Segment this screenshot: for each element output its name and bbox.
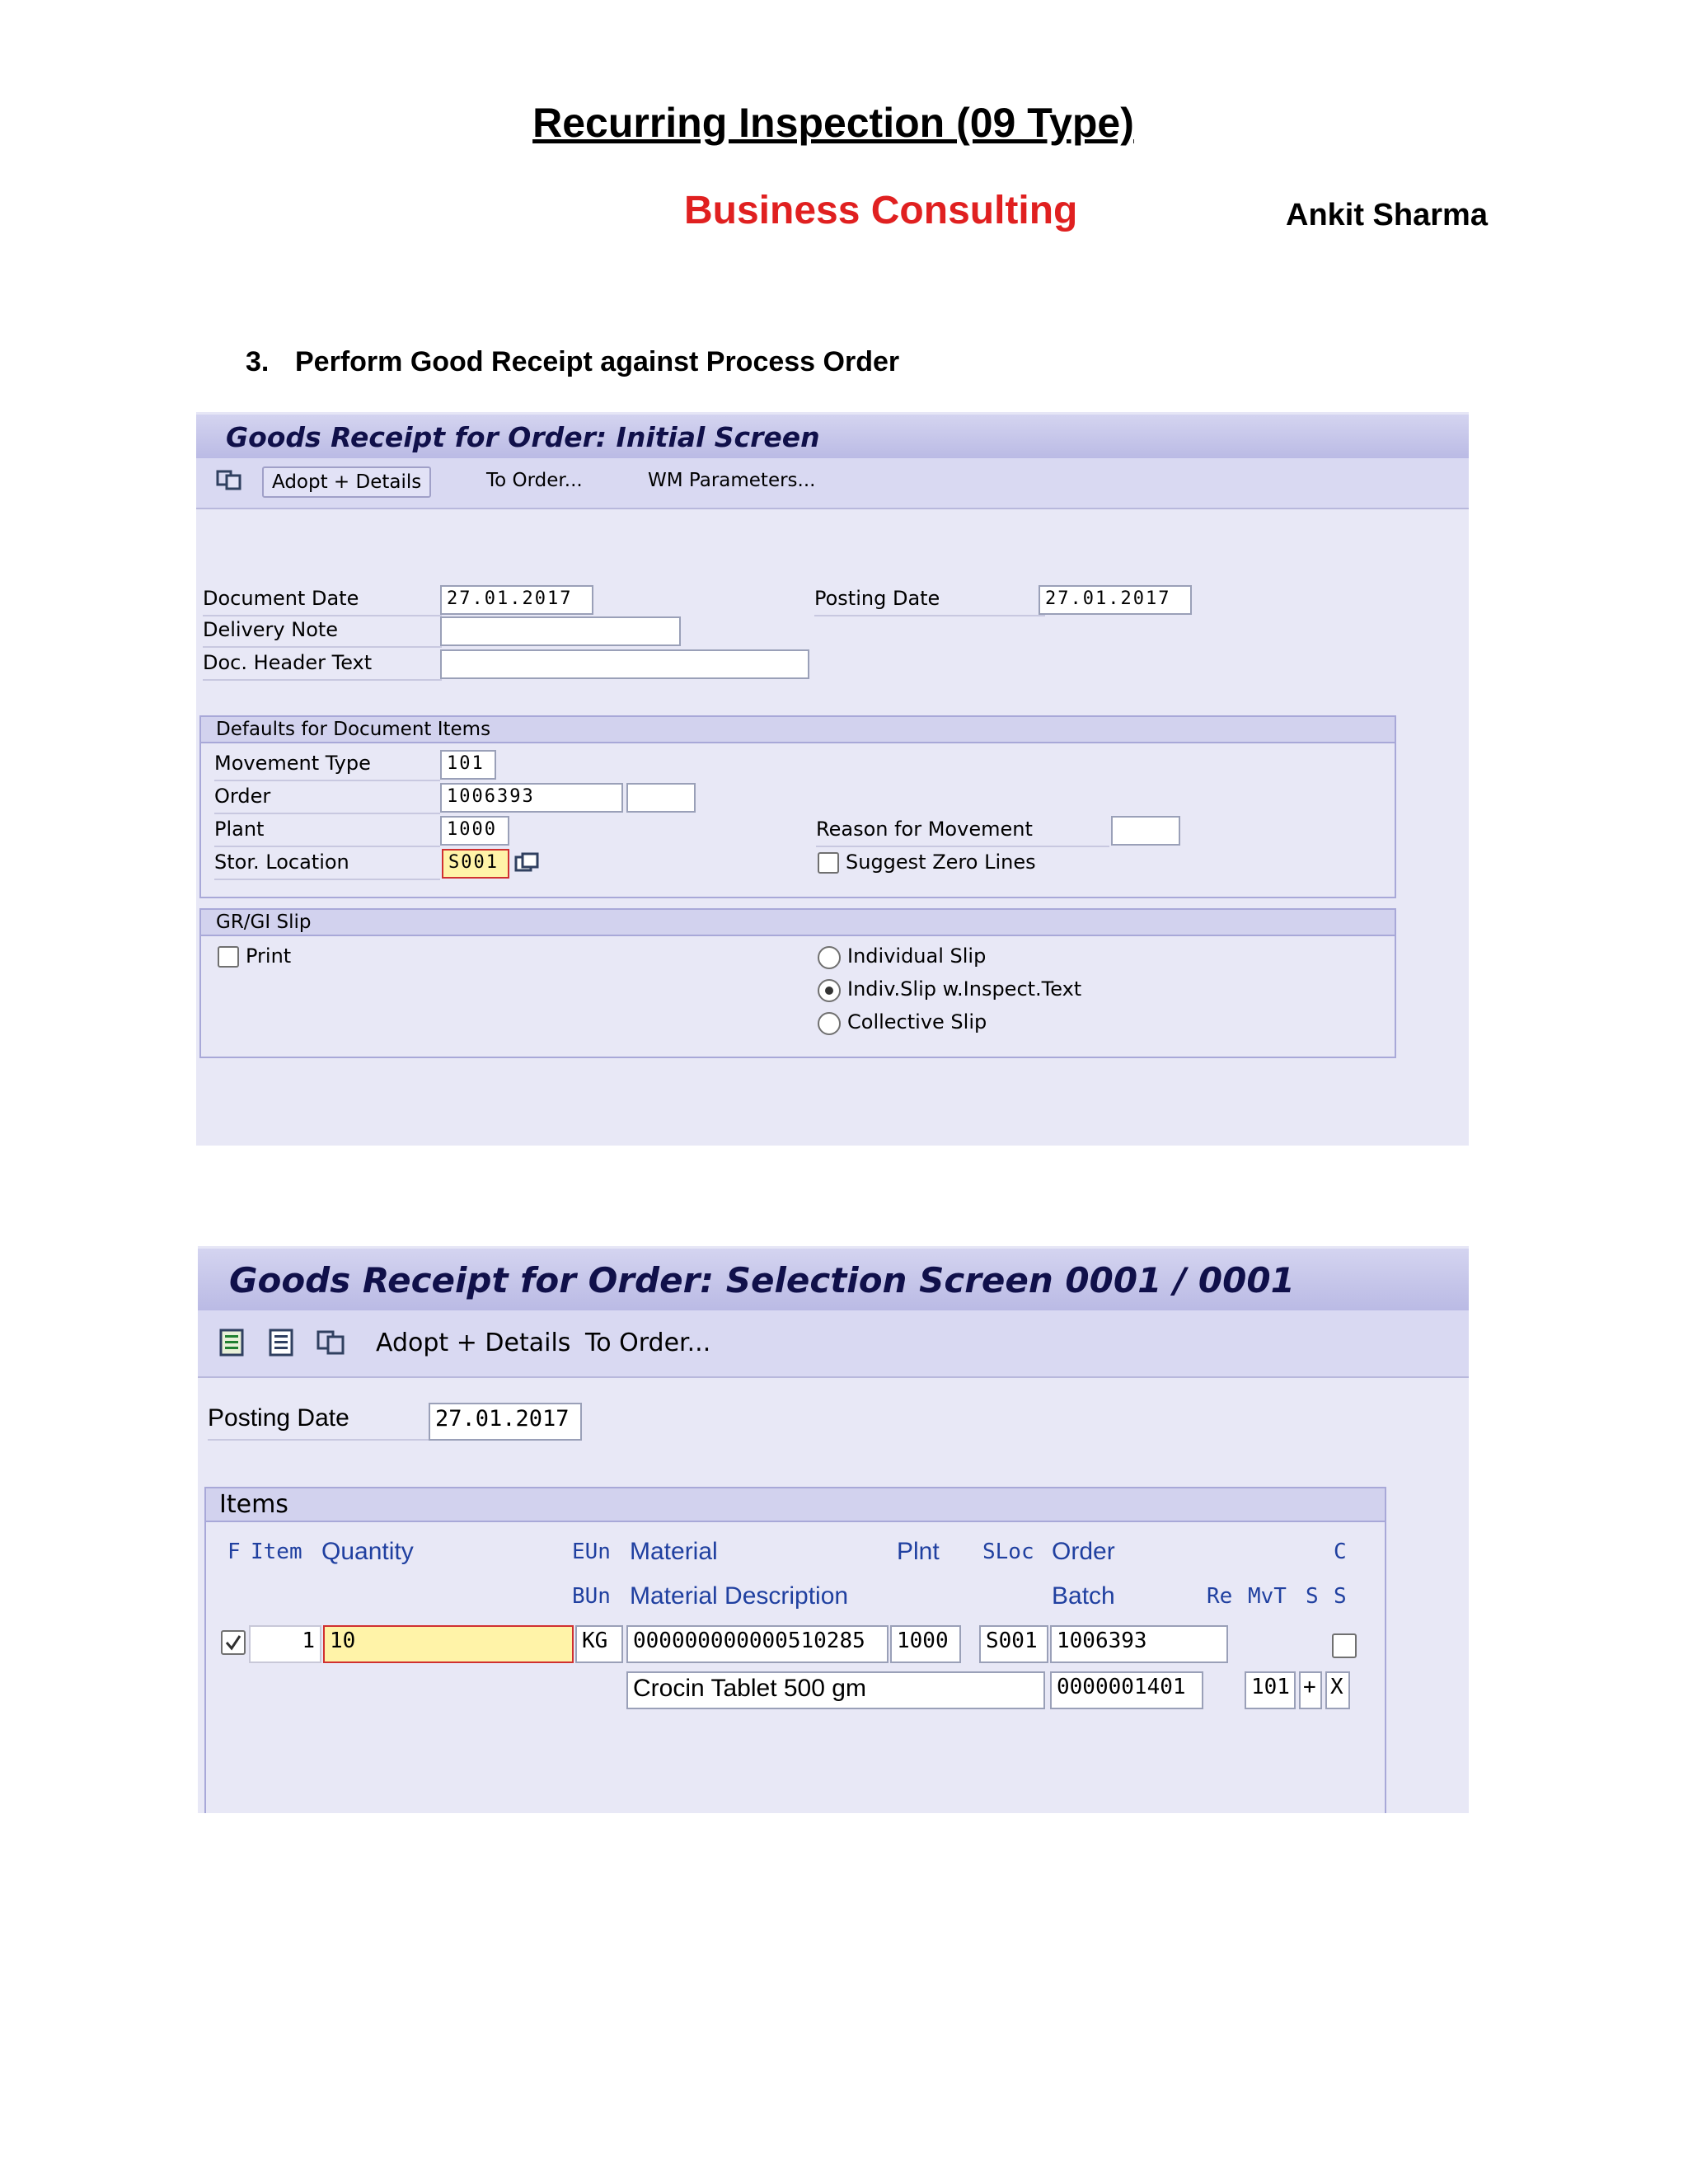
order-extra-field[interactable] — [626, 783, 696, 813]
suggest-zero-lines-checkbox[interactable] — [818, 852, 839, 874]
plnt-cell: 1000 — [890, 1625, 961, 1663]
adopt-details-button[interactable]: Adopt + Details — [262, 466, 431, 498]
toolbar2 — [198, 1310, 1469, 1378]
step-text: Perform Good Receipt against Process Order — [295, 346, 900, 377]
document-date-field[interactable]: 27.01.2017 — [440, 585, 593, 615]
screen-title-bar — [196, 412, 1469, 461]
item-number-cell: 1 — [249, 1625, 321, 1663]
col-bun: BUn — [572, 1584, 611, 1609]
col-f: F — [227, 1540, 241, 1564]
movement-type-label: Movement Type — [214, 752, 440, 781]
mvt-cell: 101 — [1245, 1671, 1296, 1709]
doc-header-text-label: Doc. Header Text — [203, 651, 442, 681]
order-label: Order — [214, 785, 440, 814]
completed-checkbox[interactable] — [1332, 1633, 1357, 1658]
material-description-cell: Crocin Tablet 500 gm — [626, 1671, 1045, 1709]
posting-date-field[interactable]: 27.01.2017 — [1039, 585, 1192, 615]
document-title: Recurring Inspection (09 Type) — [532, 100, 1134, 146]
row-select-checkbox[interactable] — [221, 1630, 246, 1655]
plant-field[interactable]: 1000 — [440, 816, 509, 846]
col-material-description: Material Description — [630, 1582, 849, 1610]
items-list-icon[interactable] — [219, 1329, 247, 1361]
col-eun: EUn — [572, 1540, 611, 1564]
col-plnt: Plnt — [897, 1538, 940, 1565]
posting-date-label: Posting Date — [208, 1404, 455, 1441]
items-group-title: Items — [206, 1488, 1385, 1522]
sap-selection-screen — [198, 1246, 1469, 1813]
screen2-title-bar — [198, 1246, 1469, 1313]
individual-slip-label: Individual Slip — [847, 944, 987, 968]
step-number: 3. — [246, 346, 270, 377]
screen-title: Goods Receipt for Order: Initial Screen — [226, 421, 820, 453]
sloc-cell[interactable]: S001 — [979, 1625, 1048, 1663]
col-order: Order — [1052, 1538, 1115, 1565]
collective-slip-radio[interactable] — [818, 1012, 841, 1035]
copy-icon[interactable] — [216, 468, 244, 497]
defaults-group-title: Defaults for Document Items — [201, 717, 1395, 743]
gr-gi-slip-group — [199, 908, 1396, 1058]
individual-slip-radio[interactable] — [818, 946, 841, 969]
wm-parameters-button[interactable]: WM Parameters... — [648, 470, 816, 491]
doc-header-text-field[interactable] — [440, 649, 809, 679]
col-sloc: SLoc — [982, 1540, 1034, 1564]
sap-initial-screen — [196, 412, 1469, 1146]
toolbar — [196, 458, 1469, 509]
col-s1: S — [1306, 1584, 1319, 1609]
indiv-inspect-label: Indiv.Slip w.Inspect.Text — [847, 977, 1082, 1001]
col-material: Material — [630, 1538, 718, 1565]
defaults-group — [199, 715, 1396, 898]
material-cell: 000000000000510285 — [626, 1625, 889, 1663]
movement-type-field[interactable]: 101 — [440, 750, 496, 780]
order-cell: 1006393 — [1050, 1625, 1228, 1663]
suggest-zero-lines-label: Suggest Zero Lines — [846, 851, 1036, 874]
col-item: Item — [251, 1540, 302, 1564]
col-s2: S — [1334, 1584, 1347, 1609]
col-quantity: Quantity — [321, 1538, 414, 1565]
posting-date-label: Posting Date — [814, 587, 1045, 616]
collective-slip-label: Collective Slip — [847, 1010, 987, 1033]
to-order-button[interactable]: To Order... — [486, 470, 583, 491]
to-order-button[interactable]: To Order... — [585, 1329, 711, 1357]
col-mvt: MvT — [1248, 1584, 1287, 1609]
stor-location-label: Stor. Location — [214, 851, 440, 880]
quantity-input[interactable]: 10 — [323, 1625, 574, 1663]
items-group — [204, 1487, 1386, 1813]
value-help-icon[interactable] — [514, 852, 541, 879]
plus-cell: + — [1299, 1671, 1322, 1709]
stor-location-field[interactable]: S001 — [442, 849, 509, 879]
reason-for-movement-label: Reason for Movement — [816, 818, 1109, 847]
indiv-inspect-radio[interactable] — [818, 979, 841, 1002]
company-name: Business Consulting — [684, 189, 1078, 232]
col-batch: Batch — [1052, 1582, 1115, 1610]
author-name: Ankit Sharma — [1286, 198, 1488, 232]
document-icon[interactable] — [269, 1329, 297, 1361]
step-heading — [246, 346, 899, 378]
print-label: Print — [246, 944, 292, 968]
col-c: C — [1334, 1540, 1347, 1564]
posting-date-field[interactable]: 27.01.2017 — [429, 1403, 582, 1441]
print-checkbox[interactable] — [218, 946, 239, 968]
adopt-details-button[interactable]: Adopt + Details — [376, 1329, 571, 1357]
batch-cell[interactable]: 0000001401 — [1050, 1671, 1203, 1709]
gr-gi-slip-title: GR/GI Slip — [201, 910, 1395, 936]
x-cell: X — [1325, 1671, 1350, 1709]
document-date-label: Document Date — [203, 587, 442, 616]
copy-icon[interactable] — [316, 1329, 346, 1360]
col-re: Re — [1207, 1584, 1233, 1609]
delivery-note-field[interactable] — [440, 616, 681, 646]
order-field[interactable]: 1006393 — [440, 783, 623, 813]
reason-for-movement-field[interactable] — [1111, 816, 1180, 846]
plant-label: Plant — [214, 818, 440, 847]
delivery-note-label: Delivery Note — [203, 618, 442, 648]
eun-cell: KG — [575, 1625, 623, 1663]
screen2-title: Goods Receipt for Order: Selection Screen 0001 / 0001 — [229, 1260, 1295, 1301]
